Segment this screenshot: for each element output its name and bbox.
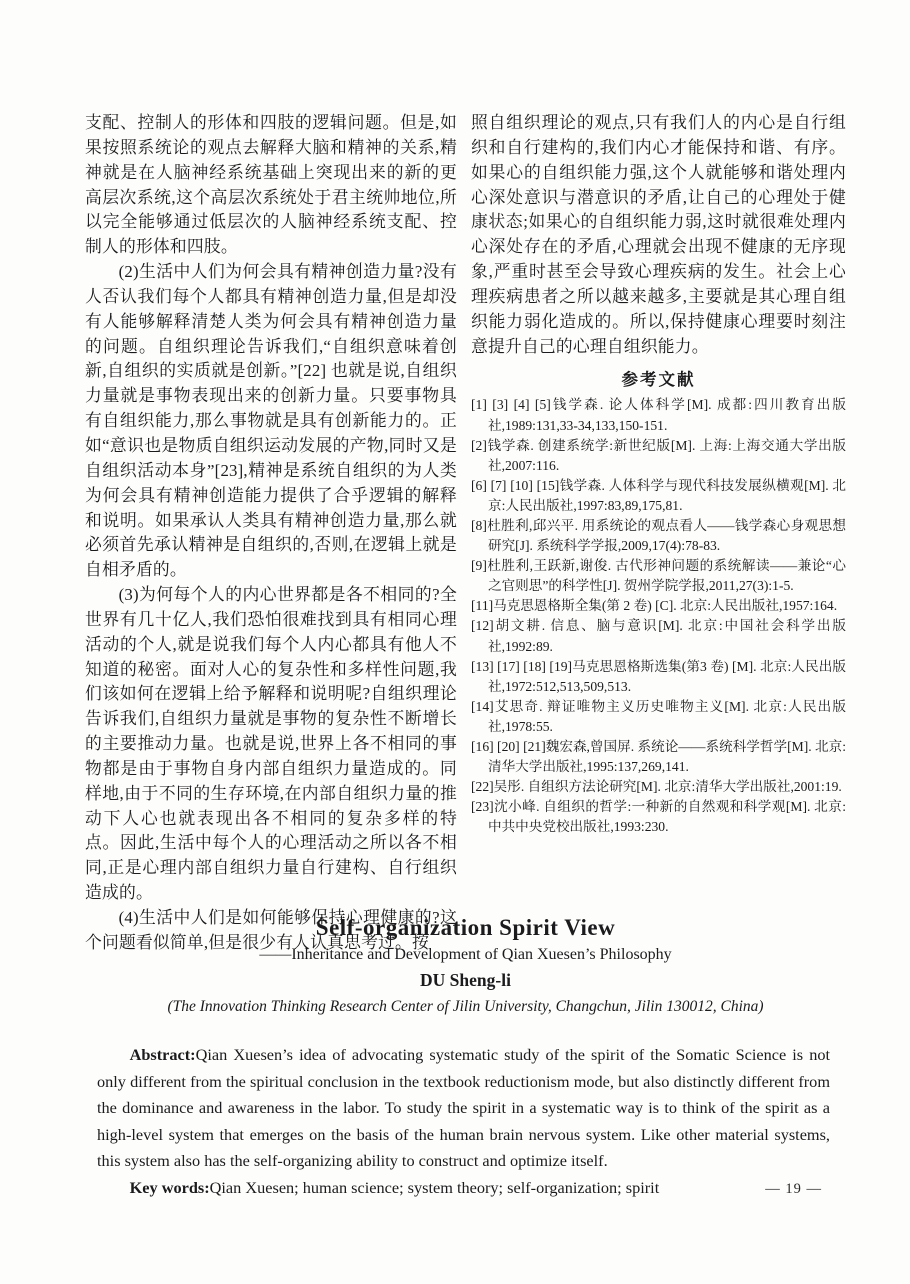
body-paragraph: (2)生活中人们为何会具有精神创造力量?没有人否认我们每个人都具有精神创造力量,但是却没有人能够解释清楚人类为何会具有精神创造力量的问题。自组织理论告诉我们,“自组织意味着创新,自组织的实质就是创新。”[22] 也就是说,自组织力量就是事物表现出来的创新力量。只要事物具有自组织能力,那么事物就是具有创新能力的。正如“意识也是物质自组织运动发展的产物,同时又是自组织活动本身”[23],精神是系统自组织的为人类为何会具有精神创造能力提供了合乎逻辑的解释和说明。如果承认人类具有精神创造力量,那么就必须首先承认精神是自组织的,否则,在逻辑上就是自相矛盾的。 (85, 262, 457, 580)
author-name: DU Sheng-li (420, 970, 511, 990)
reference-item: [13] [17] [18] [19]马克思恩格斯选集(第3 卷) [M]. 北京:人民出版社,1972:512,513,509,513. (471, 658, 846, 694)
english-title: Self-organization Spirit View (315, 915, 616, 940)
page-number: — 19 — (765, 1181, 822, 1197)
abstract-label: Abstract: (129, 1045, 196, 1064)
references-list (471, 395, 846, 837)
reference-item: [12]胡文耕. 信息、脑与意识[M]. 北京:中国社会科学出版社,1992:89. (471, 618, 846, 654)
two-column-body (85, 111, 846, 956)
reference-item: [16] [20] [21]魏宏森,曾国屏. 系统论——系统科学哲学[M]. 北京:清华大学出版社,1995:137,269,141. (471, 739, 846, 775)
keywords-line (85, 1175, 846, 1202)
reference-item: [22]吴彤. 自组织方法论研究[M]. 北京:清华大学出版社,2001:19. (471, 779, 842, 795)
right-column (471, 111, 846, 956)
reference-item: [9]杜胜利,王跃新,谢俊. 古代形神问题的系统解读——兼论“心之官则思”的科学性[J]. 贺州学院学报,2011,27(3):1-5. (471, 558, 846, 594)
english-subtitle: ——Inheritance and Development of Qian Xuesen’s Philosophy (259, 946, 672, 963)
abstract-paragraph (85, 1042, 846, 1175)
reference-item: [1] [3] [4] [5]钱学森. 论人体科学[M]. 成都:四川教育出版社,1989:131,33-34,133,150-151. (471, 397, 846, 433)
body-paragraph: 照自组织理论的观点,只有我们人的内心是自行组织和自行建构的,我们内心才能保持和谐、有序。如果心的自组织能力强,这个人就能够和谐处理内心深处意识与潜意识的矛盾,让自己的心理处于健康状态;如果心的自组织能力弱,这时就很难处理内心深处存在的矛盾,心理就会出现不健康的无序现象,严重时甚至会导致心理疾病的发生。社会上心理疾病患者之所以越来越多,主要就是其心理自组织能力弱化造成的。所以,保持健康心理要时刻注意提升自己的心理自组织能力。 (471, 113, 846, 356)
keywords-text: Qian Xuesen; human science; system theory; self-organization; spirit (209, 1177, 660, 1197)
reference-item: [11]马克思恩格斯全集(第 2 卷) [C]. 北京:人民出版社,1957:164. (471, 598, 838, 614)
references-heading: 参考文献 (621, 370, 696, 390)
reference-item: [6] [7] [10] [15]钱学森. 人体科学与现代科技发展纵横观[M]. 北京:人民出版社,1997:83,89,175,81. (471, 477, 846, 513)
reference-item: [2]钱学森. 创建系统学:新世纪版[M]. 上海:上海交通大学出版社,2007:116. (471, 437, 846, 473)
body-paragraph: (3)为何每个人的内心世界都是各不相同的?全世界有几十亿人,我们恐怕很难找到具有相同心理活动的个人,就是说我们每个人内心都具有他人不知道的秘密。面对人心的复杂性和多样性问题,我们该如何在逻辑上给予解释和说明呢?自组织理论告诉我们,自组织力量就是事物的复杂性不断增长的主要推动力量。也就是说,世界上各不相同的事物都是由于事物自身内部自组织力量造成的。同样地,由于不同的生存环境,在内部自组织力量的推动下人心也就表现出各不相同的复杂多样的特点。因此,生活中每个人的心理活动之所以各不相同,正是心理内部自组织力量自行建构、自行组织造成的。 (85, 585, 457, 903)
keywords-label: Key words: (129, 1177, 210, 1197)
author-affiliation: (The Innovation Thinking Research Center of Jilin University, Changchun, Jilin 130012, China) (167, 998, 764, 1015)
reference-item: [8]杜胜利,邱兴平. 用系统论的观点看人——钱学森心身观思想研究[J]. 系统科学学报,2009,17(4):78-83. (471, 518, 846, 554)
left-column-paragraphs (85, 111, 457, 956)
left-column (85, 111, 457, 956)
body-paragraph: (4)生活中人们是如何能够保持心理健康的?这个问题看似简单,但是很少有人认真思考过。按 (85, 908, 457, 952)
reference-item: [14]艾思奇. 辩证唯物主义历史唯物主义[M]. 北京:人民出版社,1978:55. (471, 698, 846, 734)
english-section (85, 915, 846, 1201)
reference-item: [23]沈小峰. 自组织的哲学:一种新的自然观和科学观[M]. 北京:中共中央党校出版社,1993:230. (471, 799, 846, 835)
abstract-text: Qian Xuesen’s idea of advocating systematic study of the spirit of the Somatic Science is not only different from the spiritual conclusion in the textbook reductionism mode, but also distinctly different from the dominance and awareness in the labor. To study the spirit in a systematic way is to think of the spirit as a high-level system that emerges on the basis of the human brain nervous system. Like other material systems, this system also has the self-organizing ability to construct and optimize itself. (97, 1045, 830, 1170)
body-paragraph: 支配、控制人的形体和四肢的逻辑问题。但是,如果按照系统论的观点去解释大脑和精神的关系,精神就是在人脑神经系统基础上突现出来的新的更高层次系统,这个高层次系统处于君主统帅地位,所以完全能够通过低层次的人脑神经系统支配、控制人的形体和四肢。 (85, 113, 457, 257)
